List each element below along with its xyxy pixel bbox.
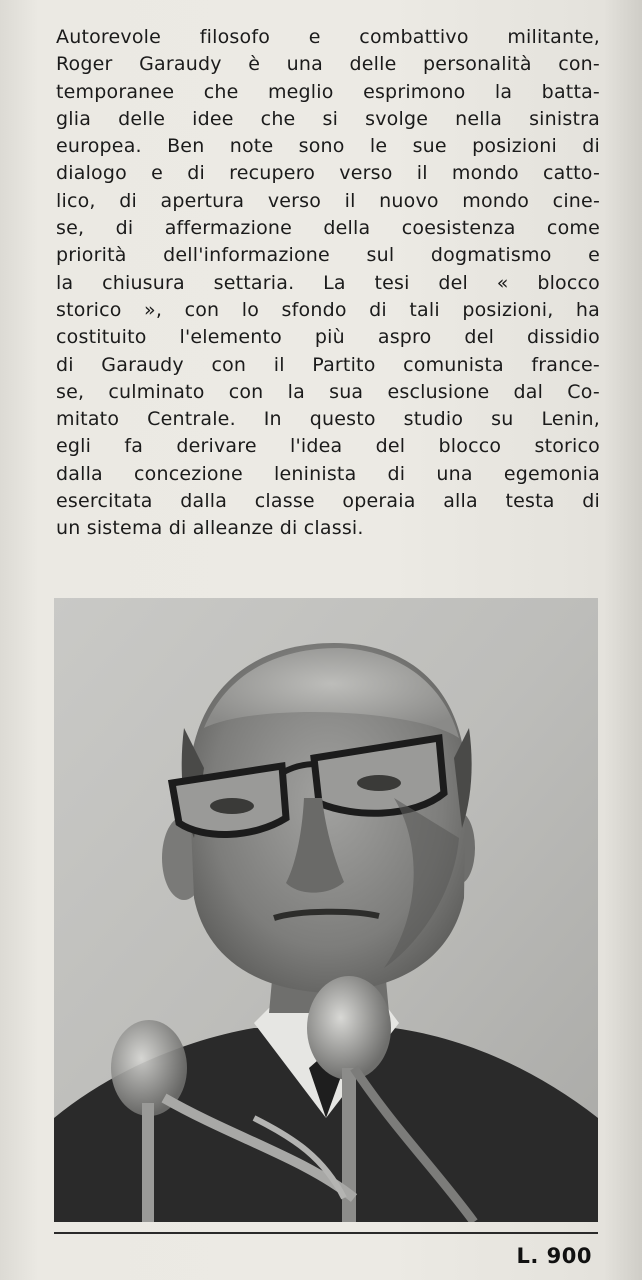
blurb-line: dalla concezione leninista di una egemonia [56,462,600,485]
divider-rule [54,1232,598,1234]
blurb-line: temporanee che meglio esprimono la batta- [56,80,600,103]
blurb-line: egli fa derivare l'idea del blocco storico [56,435,600,458]
blurb-line: esercitata dalla classe operaia alla testa di [56,490,600,513]
blurb-line: se, di affermazione della coesistenza come [56,217,600,240]
blurb-line: Roger Garaudy è una delle personalità con- [56,53,600,76]
blurb-line: mitato Centrale. In questo studio su Lenin, [56,408,600,431]
blurb-line: glia delle idee che si svolge nella sinistra [56,107,600,130]
blurb-line: dialogo e di recupero verso il mondo catto- [56,162,600,185]
blurb-line: la chiusura settaria. La tesi del « blocco [56,271,600,294]
blurb-line: un sistema di alleanze di classi. [56,517,364,540]
blurb-line: lico, di apertura verso il nuovo mondo cine- [56,189,600,212]
blurb-line: se, culminato con la sua esclusione dal Co- [56,380,600,403]
price-label: L. 900 [516,1244,592,1268]
blurb-line: costituito l'elemento più aspro del dissidio [56,326,600,349]
blurb-line: Autorevole filosofo e combattivo militante, [56,26,600,48]
blurb-line: europea. Ben note sono le sue posizioni di [56,135,600,158]
blurb-line: di Garaudy con il Partito comunista france- [56,353,600,376]
portrait-photo [54,598,598,1222]
blurb-text [56,24,600,543]
blurb-line: priorità dell'informazione sul dogmatismo e [56,244,600,267]
blurb-line: storico », con lo sfondo di tali posizioni, ha [56,298,600,321]
